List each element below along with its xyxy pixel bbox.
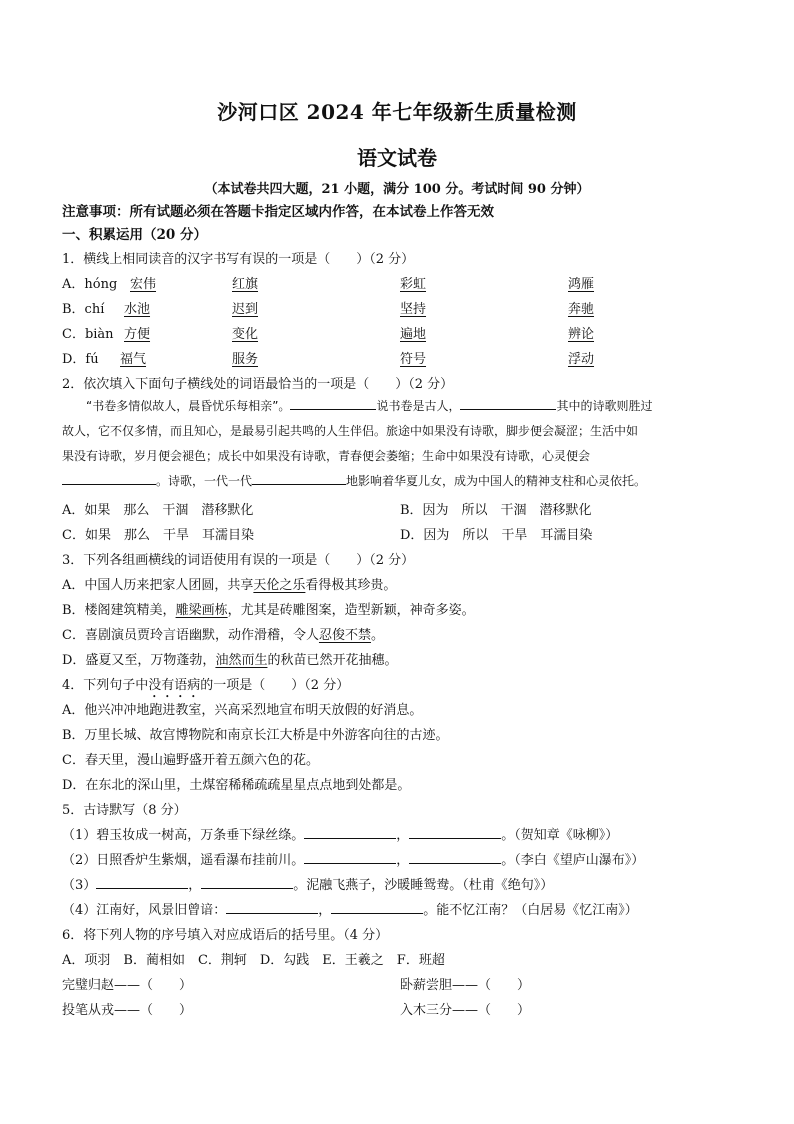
q4-text: 的一项是（ ）（2 分） [200, 678, 350, 693]
q5-text: ， [188, 878, 202, 893]
q3-text: B．楼阁建筑精美， [62, 603, 176, 618]
q2-passage-line1 [62, 398, 758, 415]
q6-item: 投笔从戎——（ ） [62, 1003, 193, 1018]
answer-blank[interactable] [304, 827, 396, 839]
q5-text: ， [396, 828, 410, 843]
q1-word: 方便 [124, 327, 151, 342]
q5-line4 [62, 899, 638, 918]
q1-word: 奔驰 [568, 302, 595, 317]
q3-text: 。 [370, 628, 384, 643]
q3-text: 看得极其珍贵。 [305, 578, 397, 593]
q3-text: 的秋苗已然开花抽穗。 [267, 653, 398, 668]
q3-underlined: 油然而生 [215, 653, 268, 668]
exam-title: 沙河口区 2024 年七年级新生质量检测 [217, 100, 577, 124]
q2-text: 。诗歌，一代一代 [156, 474, 253, 488]
q5-text: （1）碧玉妆成一树高，万条垂下绿丝绦。 [62, 828, 305, 843]
q4-option-d: D．在东北的深山里，土煤窑稀稀疏疏星星点点地到处都是。 [62, 778, 411, 793]
q5-line3 [62, 874, 553, 893]
q1-label: A．hóng [62, 277, 118, 292]
q3-text: C．喜剧演员贾玲言语幽默，动作滑稽，令人 [62, 628, 319, 643]
q5-text: 。能不忆江南？（白居易《忆江南》） [423, 903, 638, 918]
q1-word: 宏伟 [130, 277, 157, 292]
q1-stem: 1．横线上相同读音的汉字书写有误的一项是（ ）（2 分） [62, 252, 415, 267]
q4-option-b: B．万里长城、故宫博物院和南京长江大桥是中外游客向往的古迹。 [62, 728, 449, 743]
q2-option-d: D．因为 所以 干旱 耳濡目染 [400, 528, 593, 543]
q5-text: ， [318, 903, 332, 918]
q5-text: （2）日照香炉生紫烟，遥看瀑布挂前川。 [62, 853, 305, 868]
q2-stem: 2．依次填入下面句子横线处的词语最恰当的一项是（ ）（2 分） [62, 377, 454, 392]
q6-item: 完璧归赵——（ ） [62, 978, 193, 993]
q1-word: 福气 [120, 352, 147, 367]
answer-blank[interactable] [290, 398, 376, 410]
q6-people: A．项羽 B．蔺相如 C．荆轲 D．勾践 E．王羲之 F．班超 [62, 953, 445, 968]
q2-passage-line4 [62, 473, 734, 490]
q5-text: （4）江南好，风景旧曾谙： [62, 903, 227, 918]
section-heading: 一、积累运用（20 分） [62, 227, 207, 243]
q1-word: 水池 [124, 302, 151, 317]
q2-text: 其中的诗歌则胜过 [556, 399, 653, 413]
q1-word: 遍地 [400, 327, 427, 342]
q2-passage-line2: 故人，它不仅多情，而且知心，是最易引起共鸣的人生伴侣。旅途中如果没有诗歌，脚步便会凝涩；生活中如 [62, 424, 639, 438]
q2-text: 说书卷是古人， [376, 399, 461, 413]
q4-option-c: C．春天里，漫山遍野盛开着五颜六色的花。 [62, 753, 319, 768]
q1-word: 红旗 [232, 277, 259, 292]
q6-stem: 6．将下列人物的序号填入对应成语后的括号里。（4 分） [62, 928, 389, 943]
q5-stem: 5．古诗默写（8 分） [62, 803, 187, 818]
q3-stem: 3．下列各组画横线的词语使用有误的一项是（ ）（2 分） [62, 553, 415, 568]
q2-passage-line3: 果没有诗歌，岁月便会褪色；成长中如果没有诗歌，青春便会萎缩；生命中如果没有诗歌，心灵便会 [62, 449, 591, 463]
answer-blank[interactable] [201, 877, 293, 889]
q1-word: 坚持 [400, 302, 427, 317]
q3-underlined: 雕梁画栋 [175, 603, 228, 618]
answer-blank[interactable] [304, 852, 396, 864]
q4-emphasis: 没有语病 [148, 678, 201, 693]
q5-text: （3） [62, 878, 97, 893]
q1-word: 符号 [400, 352, 427, 367]
q1-word: 辨论 [568, 327, 595, 342]
q2-text: “书卷多情似故人，晨昏忧乐每相亲”。 [86, 399, 291, 413]
q2-option-b: B．因为 所以 干涸 潜移默化 [400, 503, 592, 518]
q1-label: C．biàn [62, 327, 114, 342]
q5-line2 [62, 849, 644, 868]
q1-word: 彩虹 [400, 277, 427, 292]
q3-option-c [62, 624, 384, 643]
answer-blank[interactable] [409, 827, 501, 839]
exam-note: （本试卷共四大题，21 小题，满分 100 分。考试时间 90 分钟） [204, 182, 590, 197]
q3-option-b [62, 599, 475, 618]
q1-word: 服务 [232, 352, 259, 367]
q5-text: 。（李白《望庐山瀑布》） [501, 853, 645, 868]
answer-blank[interactable] [331, 902, 423, 914]
answer-blank[interactable] [96, 877, 188, 889]
q1-word: 变化 [232, 327, 259, 342]
q3-underlined: 忍俊不禁 [318, 628, 371, 643]
q1-label: D．fú [62, 352, 99, 367]
answer-blank[interactable] [409, 852, 501, 864]
q2-option-c: C．如果 那么 干旱 耳濡目染 [62, 528, 254, 543]
q6-item: 卧薪尝胆——（ ） [400, 978, 531, 993]
q4-text: 4．下列句子中 [62, 678, 149, 693]
q4-stem [62, 674, 349, 701]
q3-text: ，尤其是砖雕图案，造型新颖，神奇多姿。 [227, 603, 475, 618]
q5-text: 。（贺知章《咏柳》） [501, 828, 619, 843]
q3-underlined: 天伦之乐 [253, 578, 306, 593]
q3-option-a [62, 574, 396, 593]
answer-blank[interactable] [252, 473, 346, 485]
q1-word: 浮动 [568, 352, 595, 367]
q5-text: 。泥融飞燕子，沙暖睡鸳鸯。（杜甫《绝句》） [293, 878, 554, 893]
q4-option-a: A．他兴冲冲地跑进教室，兴高采烈地宣布明天放假的好消息。 [62, 703, 423, 718]
q1-word: 迟到 [232, 302, 259, 317]
q3-text: D．盛夏又至，万物蓬勃， [62, 653, 216, 668]
q3-text: A．中国人历来把家人团圆，共享 [62, 578, 254, 593]
q2-option-a: A．如果 那么 干涸 潜移默化 [62, 503, 254, 518]
exam-subject: 语文试卷 [357, 146, 437, 170]
answer-blank[interactable] [62, 473, 156, 485]
q3-option-d [62, 649, 397, 668]
answer-blank[interactable] [226, 902, 318, 914]
q1-label: B．chí [62, 302, 105, 317]
q1-word: 鸿雁 [568, 277, 595, 292]
q2-text: 地影响着华夏儿女，成为中国人的精神支柱和心灵依托。 [346, 474, 647, 488]
notice: 注意事项：所有试题必须在答题卡指定区域内作答，在本试卷上作答无效 [62, 204, 494, 220]
q6-item: 入木三分——（ ） [400, 1003, 531, 1018]
answer-blank[interactable] [460, 398, 556, 410]
q5-line1 [62, 824, 618, 843]
q5-text: ， [396, 853, 410, 868]
